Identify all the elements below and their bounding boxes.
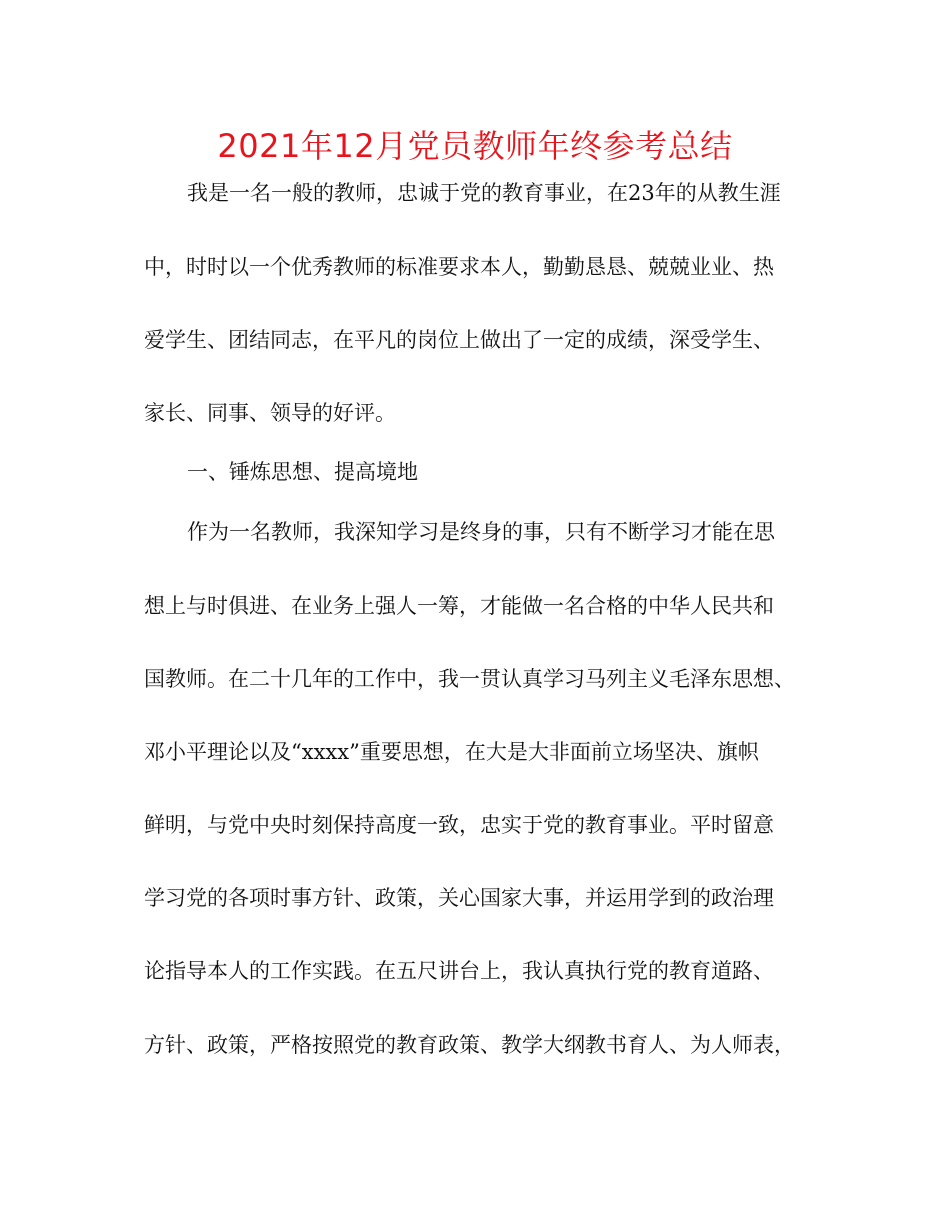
- paragraph-line: 爱学生、团结同志，在平凡的岗位上做出了一定的成绩，深受学生、: [144, 328, 774, 352]
- section-heading: 一、锤炼思想、提高境地: [187, 460, 418, 484]
- document-title: 2021年12月党员教师年终参考总结: [217, 127, 733, 165]
- paragraph-line: 想上与时俱进、在业务上强人一筹，才能做一名合格的中华人民共和: [144, 594, 774, 618]
- paragraph-line: 国教师。在二十几年的工作中，我一贯认真学习马列主义毛泽东思想、: [144, 667, 795, 691]
- paragraph-line: 邓小平理论以及“xxxx”重要思想，在大是大非面前立场坚决、旗帜: [144, 740, 759, 764]
- paragraph-line: 家长、同事、领导的好评。: [144, 401, 396, 425]
- paragraph-line: 作为一名教师，我深知学习是终身的事，只有不断学习才能在思: [187, 520, 775, 544]
- paragraph-line: 方针、政策，严格按照党的教育政策、教学大纲教书育人、为人师表，: [144, 1033, 795, 1057]
- paragraph-line: 鲜明，与党中央时刻保持高度一致，忠实于党的教育事业。平时留意: [144, 813, 774, 837]
- paragraph-line: 学习党的各项时事方针、政策，关心国家大事，并运用学到的政治理: [144, 886, 774, 910]
- paragraph-line: 我是一名一般的教师，忠诚于党的教育事业，在23年的从教生涯: [187, 181, 781, 205]
- paragraph-line: 中，时时以一个优秀教师的标准要求本人，勤勤恳恳、兢兢业业、热: [144, 255, 774, 279]
- paragraph-line: 论指导本人的工作实践。在五尺讲台上，我认真执行党的教育道路、: [144, 959, 774, 983]
